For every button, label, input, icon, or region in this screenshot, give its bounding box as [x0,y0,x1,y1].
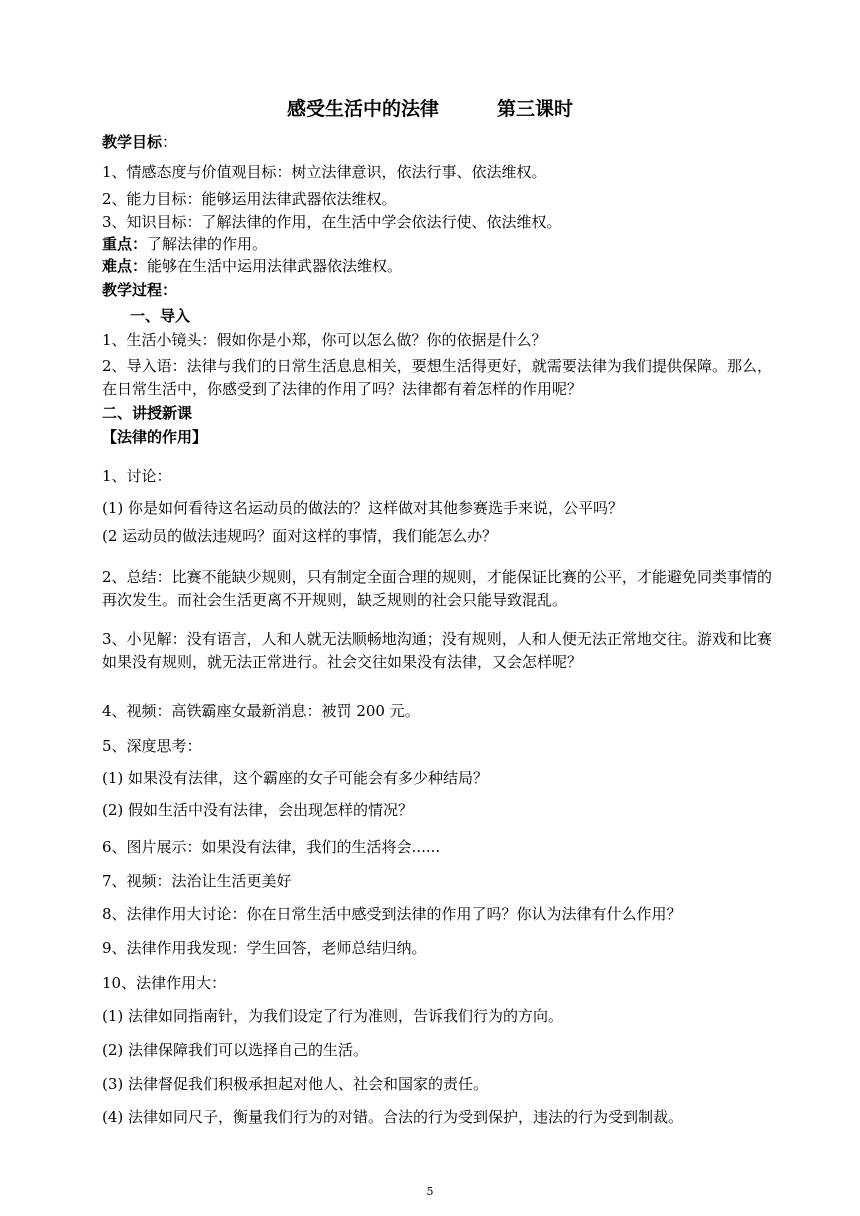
difficult-point: 难点：能够在生活中运用法律武器依法维权。 [102,257,403,275]
key-point: 重点：了解法律的作用。 [102,235,268,253]
page-number: 5 [426,1185,434,1198]
title-lesson: 第三课时 [497,98,574,120]
goals-heading: 教学目标： [102,133,178,151]
process-heading: 教学过程： [102,281,178,299]
section-new-lesson-heading: 二、讲授新课 [102,404,193,422]
lesson-item: 8、法律作用大讨论：你在日常生活中感受到法律的作用了吗？你认为法律有什么作用？ [102,905,682,923]
topic-heading: 【法律的作用】 [102,428,208,446]
section-intro-heading: 一、导入 [130,307,191,325]
goal-item: 2、能力目标：能够运用法律武器依法维权。 [102,190,397,208]
title-main: 感受生活中的法律 [286,98,439,120]
lesson-item: (4) 法律如同尺子，衡量我们行为的对错。合法的行为受到保护，违法的行为受到制裁。 [102,1108,684,1126]
lesson-item: 3、小见解：没有语言，人和人就无法顺畅地沟通；没有规则，人和人便无法正常地交往。游戏和比赛如果没有规则，就无法正常进行。社会交往如果没有法律，又会怎样呢？ [102,630,772,671]
lesson-item: (2) 法律保障我们可以选择自己的生活。 [102,1041,369,1059]
lesson-item: 2、总结：比赛不能缺少规则，只有制定全面合理的规则，才能保证比赛的公平，才能避免同类事情的再次发生。而社会生活更离不开规则，缺乏规则的社会只能导致混乱。 [102,568,772,609]
intro-item: 1、生活小镜头：假如你是小郑，你可以怎么做？你的依据是什么？ [102,331,547,349]
lesson-item: (1) 你是如何看待这名运动员的做法的？这样做对其他参赛选手来说，公平吗？ [102,499,624,517]
page-title [0,94,860,121]
goal-item: 1、情感态度与价值观目标：树立法律意识，依法行事、依法维权。 [102,163,547,181]
lesson-item: (3) 法律督促我们积极承担起对他人、社会和国家的责任。 [102,1075,489,1093]
lesson-item: 1、讨论： [102,467,172,485]
lesson-item: 6、图片展示：如果没有法律，我们的生活将会...... [102,838,441,856]
lesson-item: 5、深度思考： [102,737,202,755]
lesson-item: (2) 假如生活中没有法律，会出现怎样的情况？ [102,801,414,819]
lesson-item: (1) 如果没有法律，这个霸座的女子可能会有多少种结局？ [102,769,489,787]
lesson-item: 9、法律作用我发现：学生回答，老师总结归纳。 [102,939,427,957]
lesson-item: 7、视频：法治让生活更美好 [102,872,292,890]
lesson-item: (2 运动员的做法违规吗？面对这样的事情，我们能怎么办？ [102,527,498,545]
intro-item: 2、导入语：法律与我们的日常生活息息相关，要想生活得更好，就需要法律为我们提供保障。那么，在日常生活中，你感受到了法律的作用了吗？法律都有着怎样的作用呢？ [102,357,772,398]
lesson-item: 10、法律作用大： [102,974,227,992]
lesson-item: (1) 法律如同指南针，为我们设定了行为准则，告诉我们行为的方向。 [102,1007,564,1025]
goal-item: 3、知识目标：了解法律的作用，在生活中学会依法行使、依法维权。 [102,213,562,231]
lesson-item: 4、视频：高铁霸座女最新消息：被罚 200 元。 [102,702,420,720]
